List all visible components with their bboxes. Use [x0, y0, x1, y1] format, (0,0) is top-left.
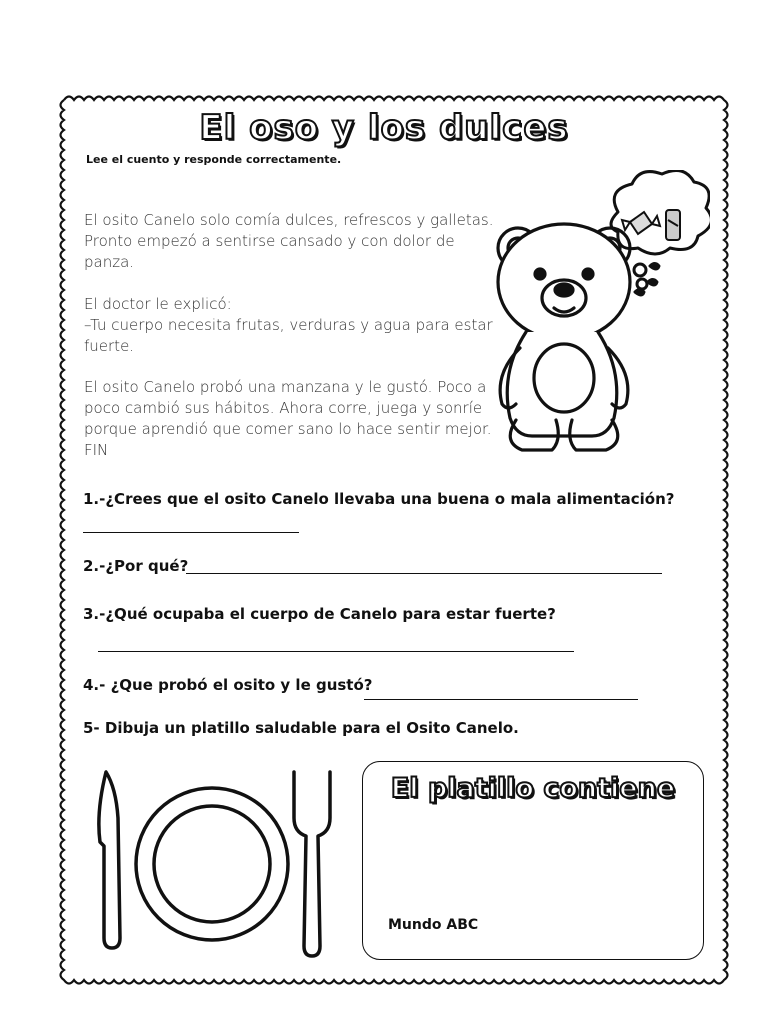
answer-line-4[interactable]: [364, 699, 638, 700]
fork-icon: [294, 772, 330, 956]
story-paragraph-4: El osito Canelo probó una manzana y le gustó. Poco a poco cambió sus hábitos. Ahora corre, juega y sonríe porque aprendió que comer sano lo hace sentir mejor.: [84, 378, 492, 438]
story-paragraph-5: FIN: [84, 441, 109, 459]
question-3: 3.-¿Qué ocupaba el cuerpo de Canelo para estar fuerte?: [83, 605, 556, 623]
story-paragraph-2: El doctor le explicó:: [84, 295, 232, 313]
plate-icon: [92, 764, 332, 964]
question-1: 1.-¿Crees que el osito Canelo llevaba una buena o mala alimentación?: [83, 490, 675, 508]
question-5: 5- Dibuja un platillo saludable para el Osito Canelo.: [83, 719, 519, 737]
answer-line-1[interactable]: [83, 532, 299, 533]
knife-icon: [99, 772, 120, 948]
answer-line-3[interactable]: [98, 651, 574, 652]
soda-can-icon: [666, 210, 680, 240]
signature: Mundo ABC: [388, 917, 479, 933]
bear-illustration: [480, 170, 710, 470]
story-paragraph-3: –Tu cuerpo necesita frutas, verduras y agua para estar fuerte.: [84, 316, 493, 355]
question-2: 2.-¿Por qué?: [83, 557, 189, 575]
question-4: 4.- ¿Que probó el osito y le gustó?: [83, 676, 373, 694]
worksheet-title: El oso y los dulces: [199, 108, 569, 148]
answer-line-2[interactable]: [186, 573, 662, 574]
candy-icon: [622, 212, 660, 234]
instructions: Lee el cuento y responde correctamente.: [86, 153, 342, 166]
thought-bubble: [611, 170, 710, 254]
box-title: El platillo contiene: [390, 773, 676, 804]
story-paragraph-1: El osito Canelo solo comía dulces, refrescos y galletas. Pronto empezó a sentirse cansado y con dolor de panza.: [84, 211, 494, 271]
